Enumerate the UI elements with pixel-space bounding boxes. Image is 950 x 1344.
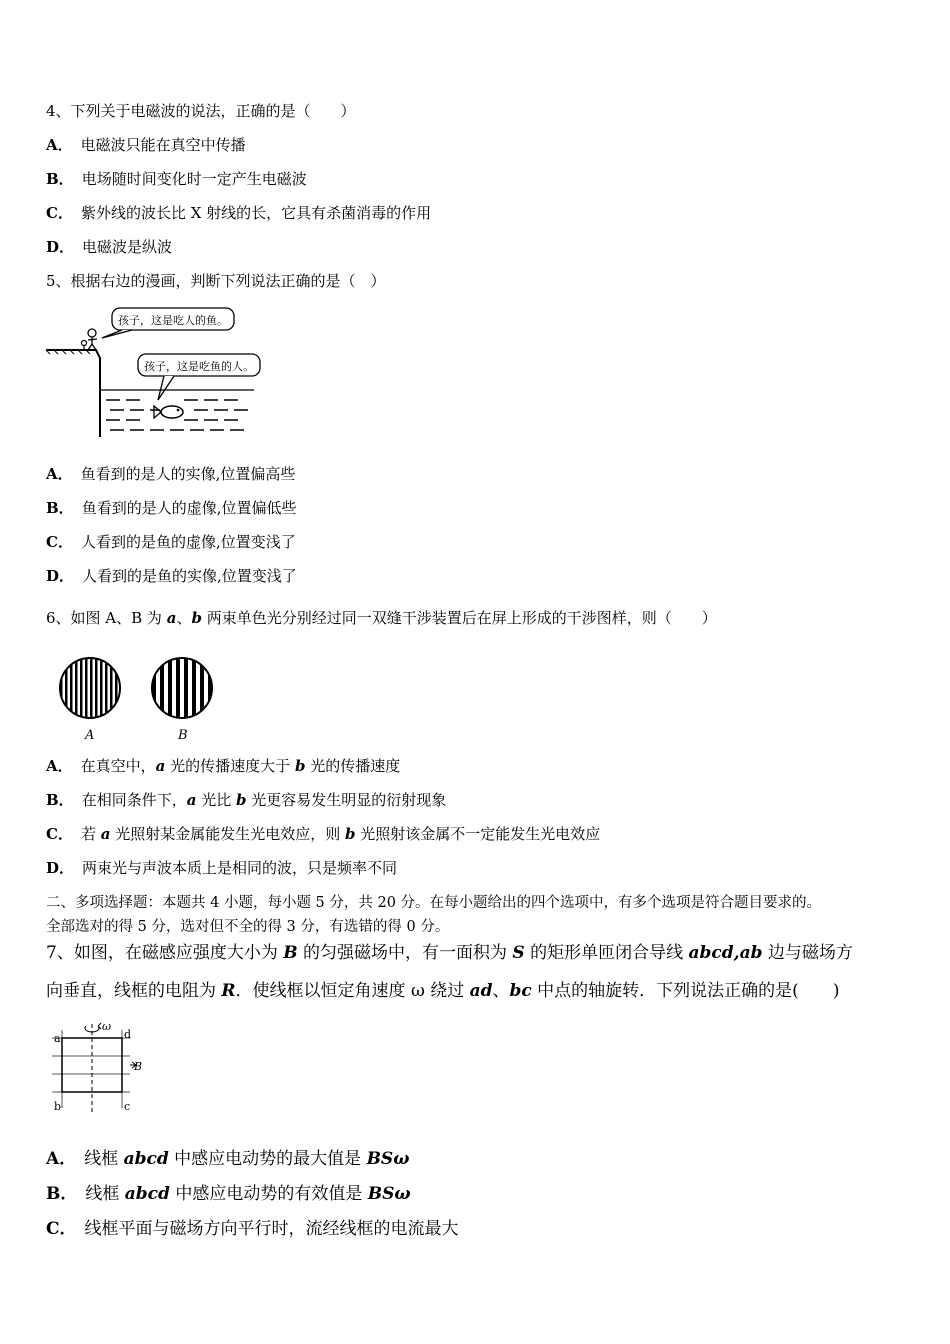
- bubble-bottom-text: 孩子，这是吃鱼的人。: [144, 360, 254, 373]
- bubble-top-text: 孩子，这是吃人的鱼。: [118, 314, 228, 327]
- q6-option-c: C． 若 a 光照射某金属能发生光电效应，则 b 光照射该金属不一定能发生光电效应: [46, 825, 601, 843]
- q7-coil-figure: [48, 1018, 158, 1118]
- corner-a-label: a: [54, 1032, 61, 1045]
- pattern-b-label: B: [178, 728, 188, 743]
- pattern-a-label: A: [85, 728, 95, 743]
- q4-option-b: B． 电场随时间变化时一定产生电磁波: [46, 170, 307, 188]
- section2-line2: 全部选对的得 5 分，选对但不全的得 3 分，有选错的得 0 分。: [46, 919, 450, 935]
- fish-shape: [161, 406, 183, 418]
- field-b-label: B: [134, 1060, 143, 1073]
- q4-option-d: D． 电磁波是纵波: [46, 238, 173, 256]
- q5-option-c: C． 人看到的是鱼的虚像,位置变浅了: [46, 533, 296, 551]
- q4-option-a: A． 电磁波只能在真空中传播: [46, 136, 246, 154]
- q6-option-b: B． 在相同条件下，a 光比 b 光更容易发生明显的衍射现象: [46, 791, 447, 809]
- q4-stem: 4、下列关于电磁波的说法，正确的是（ ）: [46, 102, 356, 120]
- q7-option-b: B． 线框 abcd 中感应电动势的有效值是 BSω: [46, 1184, 411, 1204]
- q5-option-d: D． 人看到的是鱼的实像,位置变浅了: [46, 567, 297, 585]
- q5-stem: 5、根据右边的漫画，判断下列说法正确的是（ ）: [46, 272, 386, 290]
- q4-option-c: C． 紫外线的波长比 X 射线的长，它具有杀菌消毒的作用: [46, 204, 432, 222]
- q5-option-a: A． 鱼看到的是人的实像,位置偏高些: [46, 465, 296, 483]
- q7-option-a: A． 线框 abcd 中感应电动势的最大值是 BSω: [46, 1149, 410, 1169]
- corner-b-label: b: [54, 1100, 62, 1113]
- omega-label: ω: [102, 1020, 111, 1033]
- adult-figure-head: [88, 329, 96, 337]
- q6-stem: 6、如图 A、B 为 a、b 两束单色光分别经过同一双缝干涉装置后在屏上形成的干涉图样，则（ ）: [46, 609, 717, 627]
- corner-c-label: c: [124, 1100, 131, 1113]
- q7-stem-line1: 7、如图，在磁感应强度大小为 B 的匀强磁场中，有一面积为 S 的矩形单匝闭合导线 abcd,ab 边与磁场方: [46, 943, 853, 963]
- q6-option-a: A． 在真空中，a 光的传播速度大于 b 光的传播速度: [46, 757, 401, 775]
- q6-interference-figure: [54, 656, 224, 746]
- q7-stem-line2: 向垂直，线框的电阻为 R．使线框以恒定角速度 ω 绕过 ad、bc 中点的轴旋转．下列说法正确的是( ): [46, 981, 840, 1001]
- q7-option-c: C． 线框平面与磁场方向平行时，流经线框的电流最大: [46, 1219, 459, 1239]
- q6-option-d: D． 两束光与声波本质上是相同的波，只是频率不同: [46, 859, 398, 877]
- q5-option-b: B． 鱼看到的是人的虚像,位置偏低些: [46, 499, 297, 517]
- q5-cartoon-figure: [44, 302, 264, 442]
- corner-d-label: d: [124, 1028, 132, 1041]
- section2-line1: 二、多项选择题：本题共 4 小题，每小题 5 分，共 20 分。在每小题给出的四个选项中，有多个选项是符合题目要求的。: [46, 895, 822, 911]
